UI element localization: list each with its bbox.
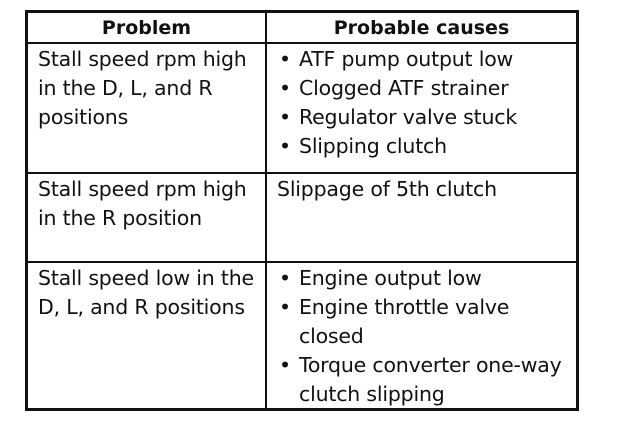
causes-cell: Slippage of 5th clutch (277, 177, 497, 201)
cause-item (277, 45, 570, 74)
cause-text: Slipping clutch (299, 134, 447, 158)
table-row (28, 263, 576, 408)
bullet-icon: • (279, 105, 291, 129)
cause-item (277, 132, 570, 161)
cause-text: Engine output low (299, 266, 482, 290)
bullet-icon: • (279, 295, 291, 319)
cause-text: ATF pump output low (299, 47, 514, 71)
bullet-icon: • (279, 47, 291, 71)
cause-item (277, 351, 570, 409)
bullet-icon: • (279, 266, 291, 290)
cause-item (277, 293, 570, 351)
problem-cell: Stall speed rpm high in the D, L, and R positions (28, 44, 267, 172)
cause-text: Torque converter one-way clutch slipping (299, 353, 562, 406)
cause-text: Clogged ATF strainer (299, 76, 509, 100)
cause-item (277, 103, 570, 132)
diagnosis-table (25, 10, 579, 411)
header-probable-causes: Probable causes (333, 16, 510, 39)
cause-list (277, 264, 570, 409)
table-header-row (28, 13, 576, 44)
cause-text: Regulator valve stuck (299, 105, 518, 129)
causes-cell (267, 263, 576, 408)
bullet-icon: • (279, 76, 291, 100)
problem-cell: Stall speed low in the D, L, and R positions (28, 263, 267, 408)
cause-item (277, 74, 570, 103)
causes-cell (267, 44, 576, 172)
problem-cell: Stall speed rpm high in the R position (28, 174, 267, 261)
bullet-icon: • (279, 353, 291, 377)
bullet-icon: • (279, 134, 291, 158)
cause-text: Engine throttle valve closed (299, 295, 510, 348)
header-problem: Problem (28, 13, 267, 42)
cause-list (277, 45, 570, 161)
table-row (28, 44, 576, 174)
table-row (28, 174, 576, 263)
cause-item (277, 264, 570, 293)
